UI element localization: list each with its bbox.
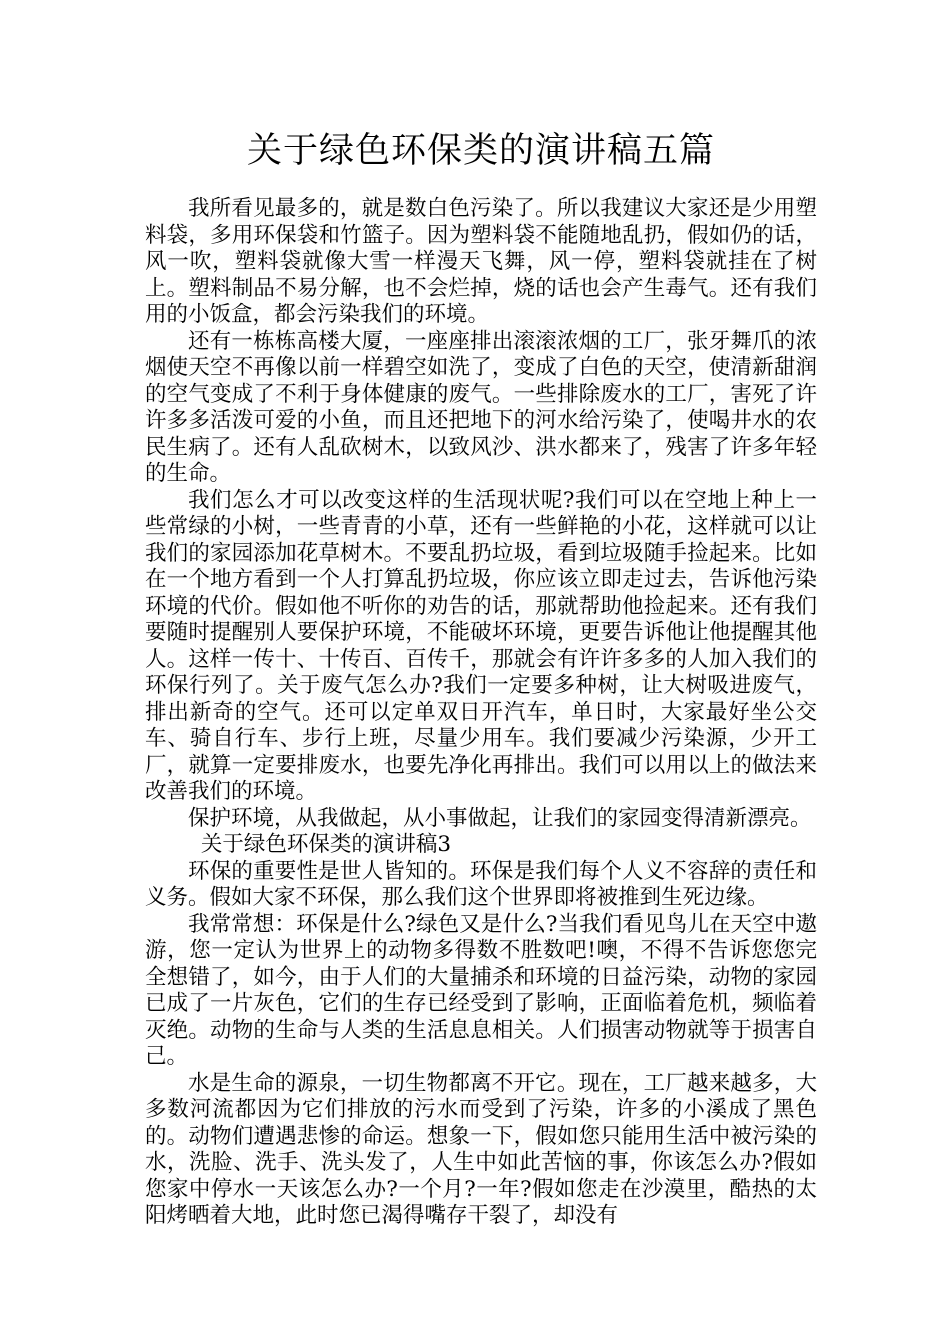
paragraph: 水是生命的源泉，一切生物都离不开它。现在，工厂越来越多，大多数河流都因为它们排放的污水而受到了污染，许多的小溪成了黑色的。动物们遭遇悲惨的命运。想象一下，假如您只能用生活中被污染的水，洗脸、洗手、洗头发了，人生中如此苦恼的事，你该怎么办?假如您家中停水一天该怎么办?一个月?一年?假如您走在沙漠里，酷热的太阳烤晒着大地，此时您已渴得嘴存干裂了，却没有 [145, 1070, 817, 1228]
paragraph: 我们怎么才可以改变这样的生活现状呢?我们可以在空地上种上一些常绿的小树，一些青青的小草，还有一些鲜艳的小花，这样就可以让我们的家园添加花草树木。不要乱扔垃圾，看到垃圾随手捡起来。比如在一个地方看到一个人打算乱扔垃圾，你应该立即走过去，告诉他污染环境的代价。假如他不听你的劝告的话，那就帮助他捡起来。还有我们要随时提醒别人要保护环境，不能破坏环境，更要告诉他让他提醒其他人。这样一传十、十传百、百传千，那就会有许许多多的人加入我们的环保行列了。关于废气怎么办?我们一定要多种树，让大树吸进废气，排出新奇的空气。还可以定单双日开汽车，单日时，大家最好坐公交车、骑自行车、步行上班，尽量少用车。我们要减少污染源，少开工厂，就算一定要排废水，也要先净化再排出。我们可以用以上的做法来改善我们的环境。 [145, 487, 817, 804]
section-heading: 关于绿色环保类的演讲稿3 [200, 832, 452, 857]
document-body [145, 196, 817, 1230]
paragraph: 保护环境，从我做起，从小事做起，让我们的家园变得清新漂亮。 [188, 805, 812, 831]
document-title: 关于绿色环保类的演讲稿五篇 [246, 131, 715, 171]
paragraph: 我常常想：环保是什么?绿色又是什么?当我们看见鸟儿在天空中遨游，您一定认为世界上的动物多得数不胜数吧!噢，不得不告诉您您完全想错了，如今，由于人们的大量捕杀和环境的日益污染，动物的家园已成了一片灰色，它们的生存已经受到了影响，正面临着危机，频临着灭绝。动物的生命与人类的生活息息相关。人们损害动物就等于损害自己。 [145, 911, 817, 1069]
paragraph: 环保的重要性是世人皆知的。环保是我们每个人义不容辞的责任和义务。假如大家不环保，那么我们这个世界即将被推到生死边缘。 [145, 858, 817, 910]
document-page [145, 126, 817, 1230]
paragraph: 我所看见最多的，就是数白色污染了。所以我建议大家还是少用塑料袋，多用环保袋和竹篮子。因为塑料袋不能随地乱扔，假如仍的话，风一吹，塑料袋就像大雪一样漫天飞舞，风一停，塑料袋就挂在了树上。塑料制品不易分解，也不会烂掉，烧的话也会产生毒气。还有我们用的小饭盒，都会污染我们的环境。 [145, 196, 817, 327]
paragraph: 还有一栋栋高楼大厦，一座座排出滚滚浓烟的工厂，张牙舞爪的浓烟使天空不再像以前一样碧空如洗了，变成了白色的天空，使清新甜润的空气变成了不利于身体健康的废气。一些排除废水的工厂，害死了许许多多活泼可爱的小鱼，而且还把地下的河水给污染了，使喝井水的农民生病了。还有人乱砍树木，以致风沙、洪水都来了，残害了许多年轻的生命。 [145, 328, 817, 486]
